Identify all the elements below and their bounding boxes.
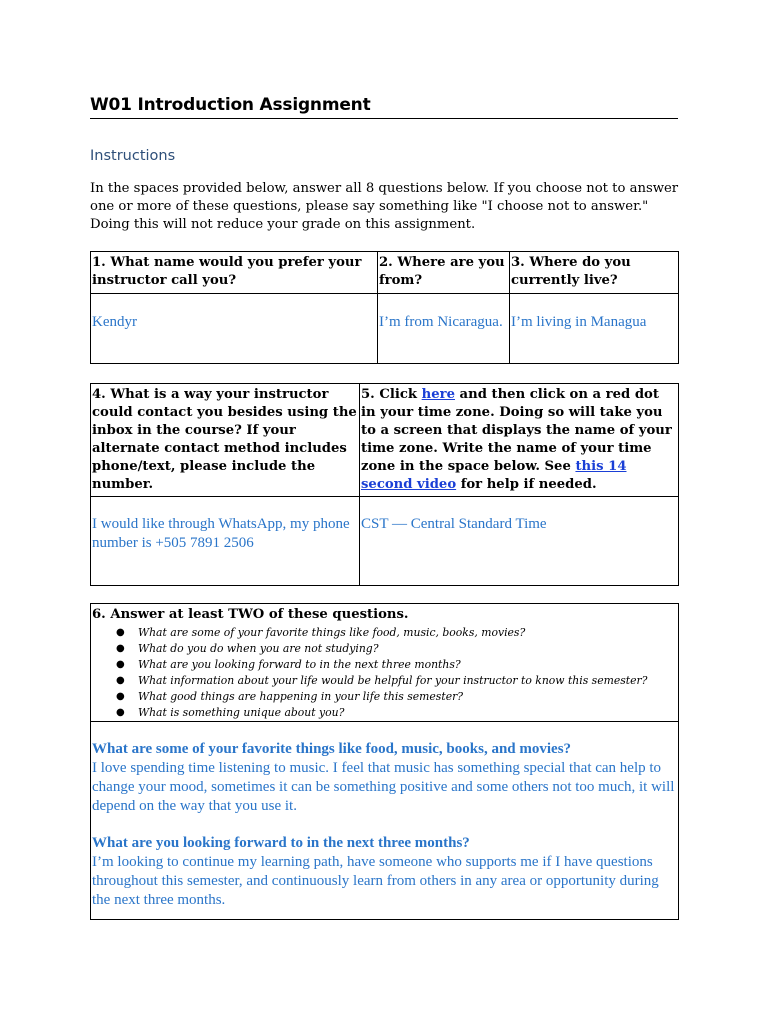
question-6-cell xyxy=(91,604,679,722)
questions-1-3-table xyxy=(90,251,679,364)
answer-5-cell[interactable] xyxy=(360,497,679,586)
question-5-text-part1: 5. Click xyxy=(361,387,422,402)
question-6-table xyxy=(90,603,679,920)
answer-6-heading-2: What are you looking forward to in the next three months? xyxy=(92,835,470,851)
answer-3-cell[interactable] xyxy=(510,294,679,364)
answer-6-text-2: I’m looking to continue my learning path, have someone who supports me if I have questions throughout this semester, and continuously learn from others in any area or opportunity during the next three months. xyxy=(92,854,659,908)
bullet-icon: ● xyxy=(116,659,125,670)
bullet-item: ● What do you do when you are not studying? xyxy=(116,642,379,655)
question-2: 2. Where are you from? xyxy=(379,255,505,288)
answer-6-cell[interactable] xyxy=(91,722,679,920)
question-5-cell xyxy=(360,384,679,497)
instructions-heading: Instructions xyxy=(90,148,176,164)
answer-5: CST — Central Standard Time xyxy=(361,516,547,532)
answer-3: I’m living in Managua xyxy=(511,314,647,330)
answer-1: Kendyr xyxy=(92,314,137,330)
question-3: 3. Where do you currently live? xyxy=(511,255,631,288)
bullet-icon: ● xyxy=(116,707,125,718)
answer-6-text-1: I love spending time listening to music. I feel that music has something special that can help to change your mood, sometimes it can be something positive and some others not too much, it will depend on the way that you use it. xyxy=(92,760,675,814)
question-6-bullet-list xyxy=(92,625,677,721)
answer-4-cell[interactable] xyxy=(91,497,360,586)
answer-4: I would like through WhatsApp, my phone number is +505 7891 2506 xyxy=(92,516,350,551)
bullet-item: ● What are some of your favorite things like food, music, books, movies? xyxy=(116,626,526,639)
question-1-cell xyxy=(91,252,378,294)
questions-4-5-table xyxy=(90,383,679,586)
bullet-icon: ● xyxy=(116,691,125,702)
answer-1-cell[interactable] xyxy=(91,294,378,364)
question-4-cell xyxy=(91,384,360,497)
answer-2-cell[interactable] xyxy=(378,294,510,364)
bullet-item: ● What information about your life would be helpful for your instructor to know this semester? xyxy=(116,674,648,687)
page-title: W01 Introduction Assignment xyxy=(90,95,678,119)
question-2-cell xyxy=(378,252,510,294)
bullet-item: ● What are you looking forward to in the next three months? xyxy=(116,658,461,671)
bullet-icon: ● xyxy=(116,643,125,654)
question-4: 4. What is a way your instructor could contact you besides using the inbox in the course? If your alternate contact method includes phone/text, please include the number. xyxy=(92,387,357,492)
here-link[interactable]: here xyxy=(421,387,455,402)
question-5 xyxy=(361,386,677,494)
question-5-text-part3: for help if needed. xyxy=(456,477,597,492)
question-6: 6. Answer at least TWO of these questions. xyxy=(92,607,409,622)
question-1: 1. What name would you prefer your instructor call you? xyxy=(92,255,362,288)
answer-6-heading-1: What are some of your favorite things like food, music, books, and movies? xyxy=(92,741,572,757)
question-3-cell xyxy=(510,252,679,294)
bullet-icon: ● xyxy=(116,627,125,638)
question-5-text-part2: and then click on a red dot in your time zone. Doing so will take you to a screen that displays the name of your time zone. Write the name of your time zone in the space below. See xyxy=(361,387,672,474)
bullet-item: ● What is something unique about you? xyxy=(116,706,345,719)
video-link[interactable]: this 14 second video xyxy=(361,459,627,492)
answer-2: I’m from Nicaragua. xyxy=(379,314,503,330)
instructions-text: In the spaces provided below, answer all 8 questions below. If you choose not to answer one or more of these questions, please say something like "I choose not to answer." Doing this will not reduce your grade on this assignment. xyxy=(90,181,679,232)
bullet-item: ● What good things are happening in your life this semester? xyxy=(116,690,464,703)
bullet-icon: ● xyxy=(116,675,125,686)
